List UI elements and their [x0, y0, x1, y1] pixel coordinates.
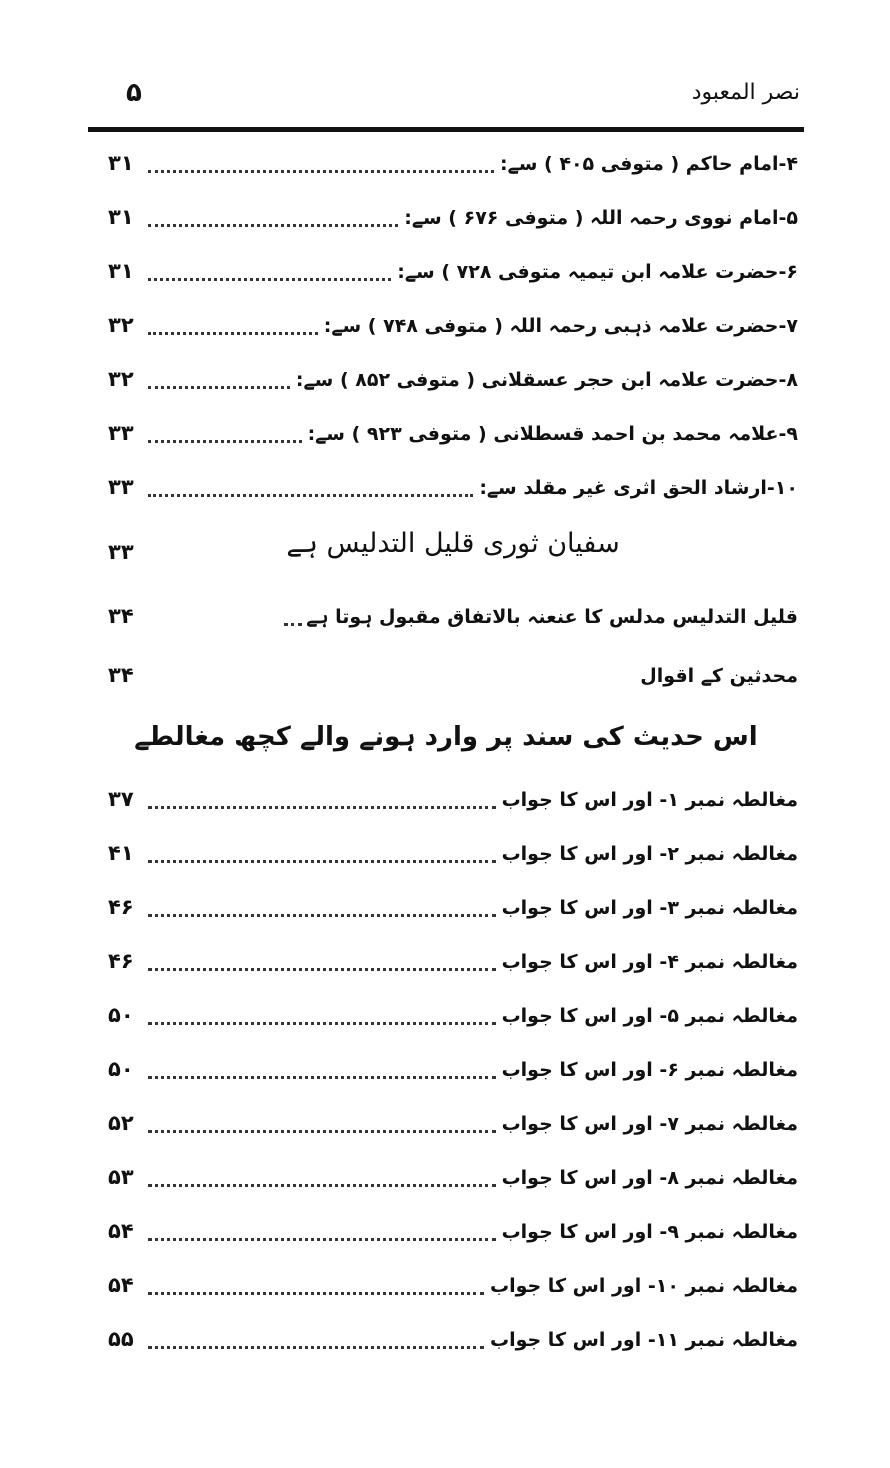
toc-entry-title: ۱۰-ارشاد الحق اثری غیر مقلد سے: — [479, 477, 798, 499]
toc-entry-page: ۳۳ — [108, 475, 134, 499]
toc-entry[interactable] — [108, 413, 798, 455]
toc-entry-page: ۵۲ — [108, 1111, 134, 1135]
dot-leader — [148, 1224, 496, 1241]
dot-leader — [148, 846, 496, 863]
dot-leader — [148, 1008, 496, 1025]
dot-leader — [148, 900, 496, 917]
toc-entry-title: ۷-حضرت علامہ ذہبی رحمہ اللہ ( متوفی ۷۴۸ ) سے: — [323, 315, 798, 337]
dot-leader — [148, 954, 496, 971]
toc-entry[interactable] — [108, 467, 798, 509]
toc-entry-title: ۶-حضرت علامہ ابن تیمیہ متوفی ۷۲۸ ) سے: — [397, 261, 798, 283]
toc-entry-page: ۵۴ — [108, 1219, 134, 1243]
toc-entry-title: مغالطہ نمبر ۹- اور اس کا جواب — [501, 1221, 798, 1243]
dot-leader — [148, 156, 494, 173]
dot-leader — [148, 792, 496, 809]
toc-entry-page: ۳۴ — [108, 663, 134, 687]
toc-entry-page: ۳۴ — [108, 604, 134, 628]
section-heading: سفیان ثوری قلیل التدلیس ہے — [286, 528, 620, 559]
toc-entry-title: مغالطہ نمبر ۳- اور اس کا جواب — [501, 897, 798, 919]
toc-entry-title: مغالطہ نمبر ۸- اور اس کا جواب — [501, 1167, 798, 1189]
toc-entry-title: مغالطہ نمبر ۴- اور اس کا جواب — [501, 951, 798, 973]
toc-entry[interactable] — [108, 779, 798, 821]
toc-entry-title: مغالطہ نمبر ۱۱- اور اس کا جواب — [489, 1329, 798, 1351]
toc-entry[interactable] — [108, 596, 798, 638]
section-heading-page: ۳۳ — [108, 540, 134, 564]
toc-entry-title: مغالطہ نمبر ۱- اور اس کا جواب — [501, 789, 798, 811]
toc-entry-page: ۵۳ — [108, 1165, 134, 1189]
header-divider — [88, 127, 804, 132]
toc-entry[interactable] — [108, 1157, 798, 1199]
toc-entry[interactable] — [108, 251, 798, 293]
book-title: نصر المعبود — [691, 80, 800, 105]
dot-leader — [148, 210, 398, 227]
toc-entry[interactable] — [108, 655, 798, 697]
toc-entry[interactable] — [108, 833, 798, 875]
toc-entry[interactable] — [108, 941, 798, 983]
dot-leader — [148, 318, 318, 335]
toc-entry[interactable] — [108, 305, 798, 347]
toc-entry-title: مغالطہ نمبر ۷- اور اس کا جواب — [501, 1113, 798, 1135]
toc-entry[interactable] — [108, 197, 798, 239]
toc-entry-page: ۵۰ — [108, 1057, 134, 1081]
toc-entry[interactable] — [108, 143, 798, 185]
toc-entry-page: ۴۶ — [108, 895, 134, 919]
dot-leader — [148, 480, 473, 497]
page-header — [88, 70, 804, 130]
toc-entry-title: مغالطہ نمبر ۱۰- اور اس کا جواب — [489, 1275, 798, 1297]
dot-leader — [148, 1116, 496, 1133]
page-number: ۵ — [126, 78, 142, 108]
toc-entry[interactable] — [108, 887, 798, 929]
toc-entry-page: ۵۴ — [108, 1273, 134, 1297]
toc-entry-title: قلیل التدلیس مدلس کا عنعنہ بالاتفاق مقبول ہوتا ہے — [306, 606, 798, 628]
toc-entry[interactable] — [108, 1049, 798, 1091]
toc-entry-page: ۳۲ — [108, 367, 134, 391]
dot-leader — [148, 1062, 496, 1079]
dot-leader — [148, 1278, 484, 1295]
toc-entry-page: ۴۱ — [108, 841, 134, 865]
toc-entry-page: ۳۱ — [108, 151, 134, 175]
dot-leader — [148, 264, 391, 281]
toc-entry-title: ۹-علامہ محمد بن احمد قسطلانی ( متوفی ۹۲۳ ) سے: — [307, 423, 798, 445]
toc-entry-title: محدثین کے اقوال — [640, 665, 798, 687]
toc-entry-title: ۴-امام حاکم ( متوفی ۴۰۵ ) سے: — [500, 153, 798, 175]
toc-entry-title: ۵-امام نووی رحمہ اللہ ( متوفی ۶۷۶ ) سے: — [404, 207, 798, 229]
toc-entry-page: ۳۳ — [108, 421, 134, 445]
dot-leader — [148, 1170, 496, 1187]
toc-entry[interactable] — [108, 1265, 798, 1307]
toc-entry-page: ۳۱ — [108, 259, 134, 283]
dot-leader — [148, 372, 290, 389]
toc-entry-page: ۳۲ — [108, 313, 134, 337]
toc-entry[interactable] — [108, 1103, 798, 1145]
toc-entry[interactable] — [108, 1211, 798, 1253]
toc-entry-title: مغالطہ نمبر ۲- اور اس کا جواب — [501, 843, 798, 865]
toc-entry[interactable] — [108, 995, 798, 1037]
toc-entry-page: ۳۷ — [108, 787, 134, 811]
toc-entry-page: ۴۶ — [108, 949, 134, 973]
toc-entry-page: ۵۵ — [108, 1327, 134, 1351]
dot-leader — [148, 426, 302, 443]
toc-entry-title: ۸-حضرت علامہ ابن حجر عسقلانی ( متوفی ۸۵۲ ) سے: — [295, 369, 798, 391]
toc-entry-title: مغالطہ نمبر ۶- اور اس کا جواب — [501, 1059, 798, 1081]
section-heading: اس حدیث کی سند پر وارد ہونے والے کچھ مغالطے — [134, 722, 758, 752]
dot-leader — [148, 1332, 484, 1349]
toc-entry[interactable] — [108, 359, 798, 401]
toc-entry-page: ۵۰ — [108, 1003, 134, 1027]
dot-leader — [284, 609, 302, 626]
toc-entry[interactable] — [108, 1319, 798, 1361]
toc-entry-title: مغالطہ نمبر ۵- اور اس کا جواب — [501, 1005, 798, 1027]
toc-entry-page: ۳۱ — [108, 205, 134, 229]
